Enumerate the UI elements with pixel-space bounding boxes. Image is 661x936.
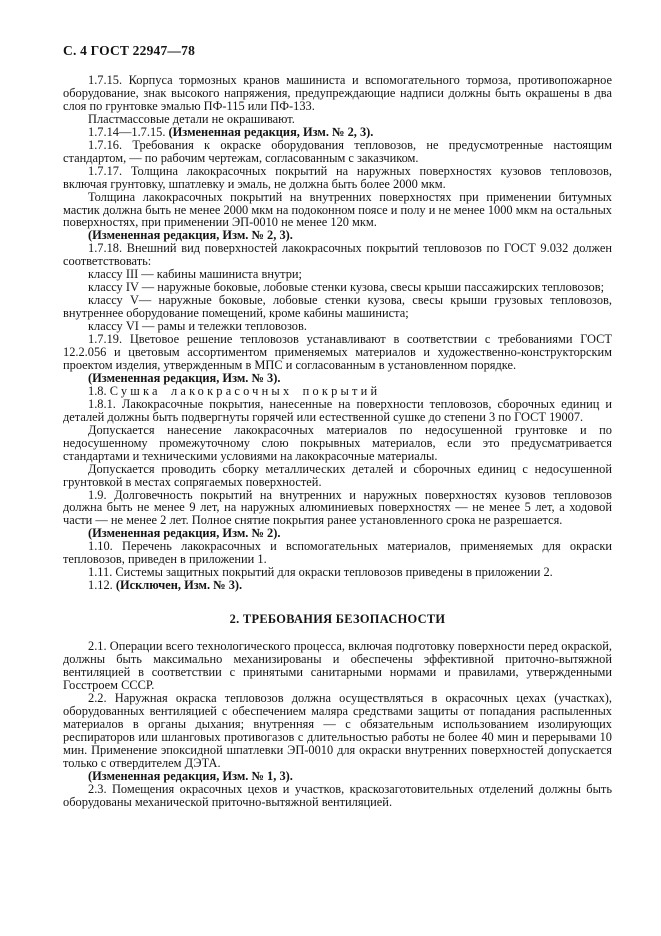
text-run: классу III — кабины машиниста внутри; [88,267,302,282]
paragraph [63,191,612,230]
section-heading [63,613,612,626]
paragraph [63,463,612,489]
amendment-note [63,579,612,592]
text-run: Толщина лакокрасочных покрытий на внутренних поверхностях при применении битумных мастик должна быть не менее 2000 мкм на подоконном поясе и полу и не менее 1000 мкм на остальных поверхностях, при применении ЭП-0010 не менее 120 мкм. [63,189,612,230]
paragraph [63,783,612,809]
text-run: 1.7.19. Цветовое решение тепловозов устанавливают в соответствии с требованиями ГОСТ 12.2.056 и цветовым ассортиментом применяемых материалов и художественно-конструкторским проектом изделия, утвержденным в МПС и согласованным в установленном порядке. [63,332,612,372]
text-run: 1.8. [88,383,110,398]
text-run: 1.7.18. Внешний вид поверхностей лакокрасочных покрытий тепловозов по ГОСТ 9.032 должен соответствовать: [63,241,612,269]
text-run: (Измененная редакция, Изм. № 2). [88,526,281,541]
text-run: Допускается проводить сборку металлических деталей и сборочных единиц с недосушенной грунтовкой в местах сопрягаемых поверхностей. [63,461,612,489]
text-run: (Измененная редакция, Изм. № 3). [88,370,281,385]
paragraph [63,424,612,463]
paragraph [63,489,612,528]
text-run: (Измененная редакция, Изм. № 2, 3). [88,228,293,243]
text-run: (Измененная редакция, Изм. № 1, 3). [88,768,293,783]
text-run: 1.7.15. Корпуса тормозных кранов машиниста и вспомогательного тормоза, противопожарное оборудование, знак высокого напряжения, предупреждающие надписи должны быть окрашены в два слоя по грунтовке эмалью ПФ-115 или ПФ-133. [63,73,612,113]
text-run: 1.9. Долговечность покрытий на внутренних и наружных поверхностях кузовов тепловозов должна быть не менее 9 лет, на наружных алюминиевых поверхностях — не менее 5 лет, а ходовой части — не менее 2 лет. Полное снятие покрытия ранее установленного срока не разрешается. [63,487,612,528]
text-run: 1.11. Системы защитных покрытий для окраски тепловозов приведены в приложении 2. [88,565,553,580]
text-run: (Измененная редакция, Изм. № 2, 3). [168,124,374,139]
text-run: Сушка лакокрасочных покрытий [109,383,381,398]
page-header: С. 4 ГОСТ 22947—78 [63,43,196,58]
text-run: классу VI — рамы и тележки тепловозов. [88,319,307,334]
text-run: 1.12. [88,578,116,593]
text-run: Допускается нанесение лакокрасочных материалов по недосушенной грунтовке и по недосушенному промежуточному слою покрывных материалов, если это предусматривается стандартами и техническими условиями на лакокрасочные материалы. [63,422,612,463]
text-run: 2.1. Операции всего технологического процесса, включая подготовку поверхности перед окраской, должны быть максимально механизированы и обеспечены эффективной приточно-вытяжной вентиляцией в соответствии с принятыми санитарными нормами и правилами, утвержденными Госстроем СССР. [63,639,612,692]
text-run: 1.7.16. Требования к окраске оборудования тепловозов, не предусмотренные настоящим стандартом, — по рабочим чертежам, согласованным с заказчиком. [63,137,612,165]
text-run: Пластмассовые детали не окрашивают. [88,111,295,126]
text-run: 2.3. Помещения окрасочных цехов и участков, краскозаготовительных отделений должны быть оборудованы механической приточно-вытяжной вентиляцией. [63,781,612,809]
text-run: 2.2. Наружная окраска тепловозов должна осуществляться в окрасочных цехах (участках), оборудованных вентиляцией с обеспечением маляра средствами защиты от попадания распыленных материалов в органы дыхания; внутренняя — с обязательным использованием изолирующих респираторов или шланговых противогазов с длительностью работы не более 40 мин и перерывами 10 мин. Применение эпоксидной шпатлевки ЭП-0010 для окраски внутренних поверхностей допускается только с отвердителем ДЭТА. [63,690,612,770]
text-run: 1.10. Перечень лакокрасочных и вспомогательных материалов, применяемых для окраски тепловозов, приведен в приложении 1. [63,539,612,567]
paragraph [63,165,612,191]
text-run: классу IV — наружные боковые, лобовые стенки кузова, свесы крыши пассажирских тепловозов; [88,280,605,295]
text-run: 1.7.17. Толщина лакокрасочных покрытий на наружных поверхностях кузовов тепловозов, включая грунтовку, шпатлевку и эмаль, не должна быть более 2000 мкм. [63,163,612,191]
text-run: классу V— наружные боковые, лобовые стенки кузова, свесы крыши грузовых тепловозов, внутреннее оборудование помещений, кроме кабины машиниста; [63,293,612,321]
paragraph [63,540,612,566]
paragraph [63,333,612,372]
text-run: 1.8.1. Лакокрасочные покрытия, нанесенные на поверхности тепловозов, сборочных единиц и деталей должны быть подвергнуты горячей или естественной сушке до степени 3 по ГОСТ 19007. [63,396,612,424]
paragraph [63,692,612,770]
document-content [63,74,612,808]
paragraph [63,242,612,268]
paragraph [63,74,612,113]
paragraph [63,398,612,424]
text-run: 2. ТРЕБОВАНИЯ БЕЗОПАСНОСТИ [229,612,446,627]
text-run: (Исключен, Изм. № 3). [115,578,243,593]
paragraph [63,640,612,692]
list-item [63,294,612,320]
text-run: 1.7.14—1.7.15. [88,124,169,139]
paragraph [63,139,612,165]
